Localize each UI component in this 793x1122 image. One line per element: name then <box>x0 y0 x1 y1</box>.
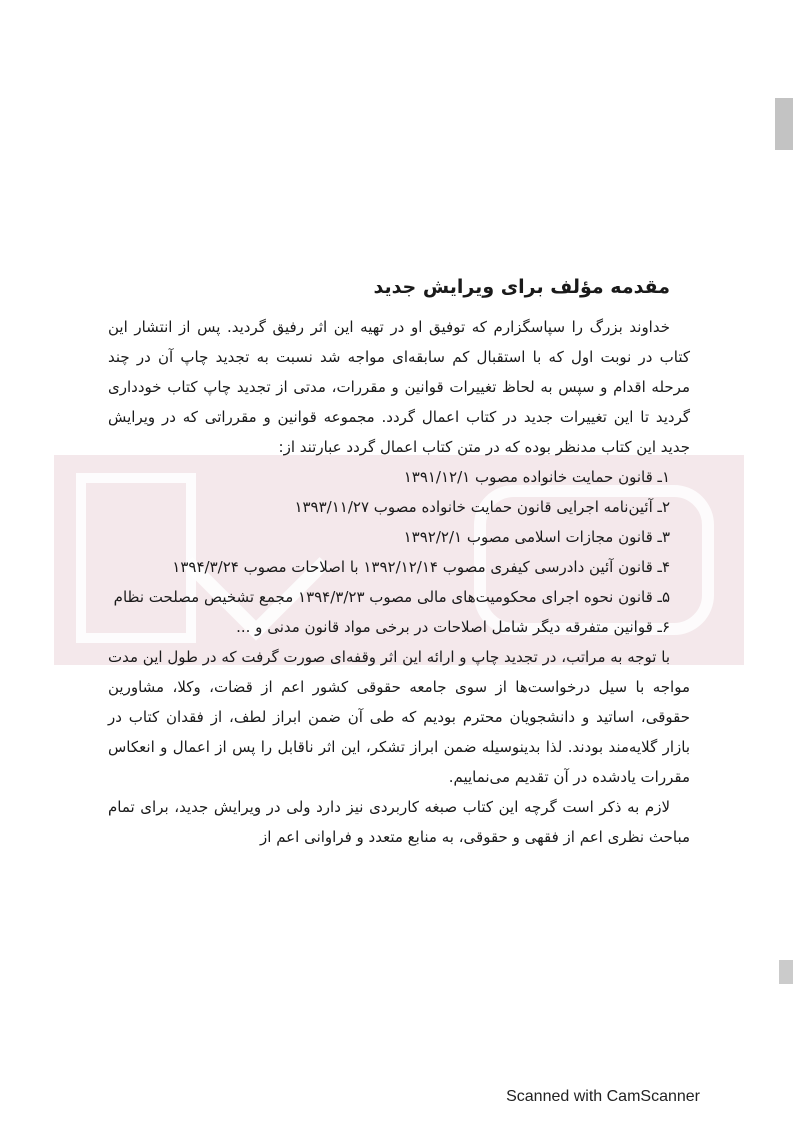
closing-paragraph: با توجه به مراتب، در تجدید چاپ و ارائه این اثر وقفه‌ای صورت گرفت که در طول این مدت مواجه با سیل درخواست‌ها از سوی جامعه حقوقی کشور اعم از قضات، وکلا، مشاورین حقوقی، اساتید و دانشجویان محترم بودیم که طی آن ضمن ابراز لطف، از فقدان کتاب در بازار گلایه‌مند بودند. لذا بدینوسیله ضمن ابراز تشکر، این اثر ناقابل را پس از اعمال و انعکاس مقررات یادشده در آن تقدیم می‌نماییم. <box>108 648 690 786</box>
intro-paragraph: خداوند بزرگ را سپاسگزارم که توفیق او در تهیه این اثر رفیق گردید. پس از انتشار این کتاب در نوبت اول که با استقبال کم سابقه‌ای مواجه شد نسبت به تجدید چاپ آن در چند مرحله اقدام و سپس به لحاظ تغییرات قوانین و مقررات، مدتی از تجدید چاپ کتاب خودداری گردید تا این تغییرات جدید در کتاب اعمال گردد. مجموعه قوانین و مقرراتی که در ویرایش جدید این کتاب مدنظر بوده که در متن کتاب اعمال گردد عبارتند از: <box>108 318 690 456</box>
list-item: ۵ـ قانون نحوه اجرای محکومیت‌های مالی مصوب ۱۳۹۴/۳/۲۳ مجمع تشخیص مصلحت نظام <box>113 588 670 606</box>
scanner-footer-text: Scanned with CamScanner <box>506 1088 700 1105</box>
document-body <box>108 272 690 852</box>
list-item: ۲ـ آئین‌نامه اجرایی قانون حمایت خانواده مصوب ۱۳۹۳/۱۱/۲۷ <box>294 498 670 516</box>
list-item: ۴ـ قانون آئین دادرسی کیفری مصوب ۱۳۹۲/۱۲/۱۴ با اصلاحات مصوب ۱۳۹۴/۳/۲۴ <box>172 558 670 576</box>
list-item: ۱ـ قانون حمایت خانواده مصوب ۱۳۹۱/۱۲/۱ <box>403 468 670 486</box>
section-heading: مقدمه مؤلف برای ویرایش جدید <box>373 276 670 298</box>
list-item: ۶ـ قوانین متفرقه دیگر شامل اصلاحات در برخی مواد قانون مدنی و ... <box>236 618 670 636</box>
scan-edge-mark <box>779 960 793 984</box>
scan-edge-mark <box>775 98 793 150</box>
last-paragraph: لازم به ذکر است گرچه این کتاب صبغه کاربردی نیز دارد ولی در ویرایش جدید، برای تمام مباحث نظری اعم از فقهی و حقوقی، به منابع متعدد و فراوانی اعم از <box>108 798 690 846</box>
list-item: ۳ـ قانون مجازات اسلامی مصوب ۱۳۹۲/۲/۱ <box>403 528 670 546</box>
